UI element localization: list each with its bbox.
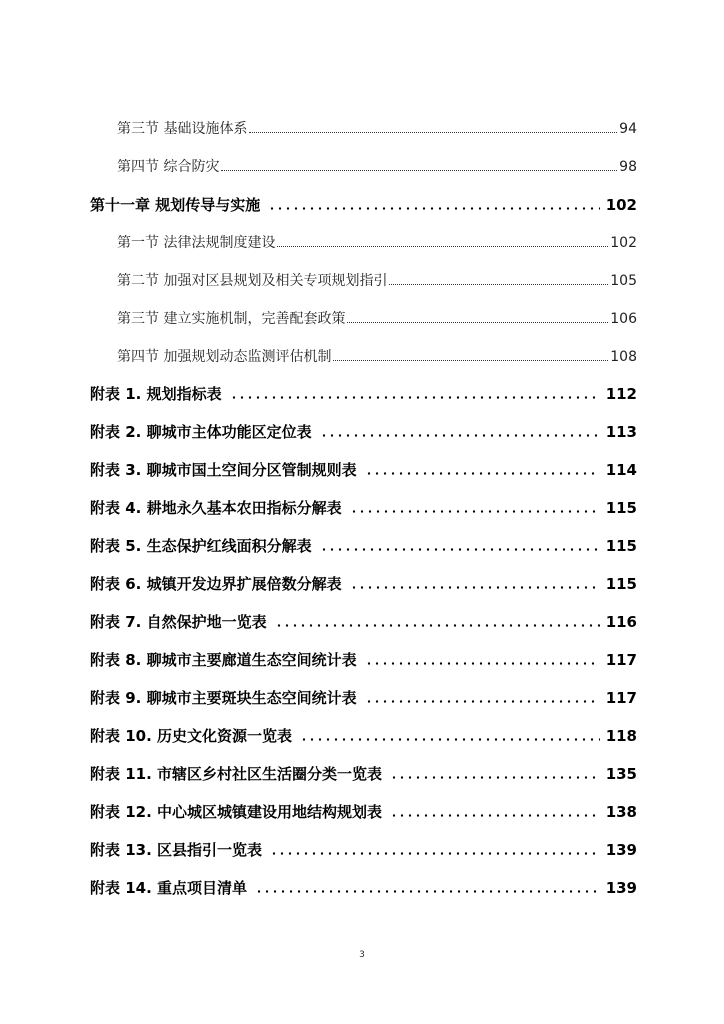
toc-entry-label: 附表 10. 历史文化资源一览表 — [90, 727, 293, 745]
toc-entry-appendix[interactable] — [90, 881, 637, 896]
toc-entry-page: 135 — [605, 765, 637, 783]
toc-entry-label: 附表 14. 重点项目清单 — [90, 879, 248, 897]
toc-leader-dots — [365, 472, 600, 475]
toc-entry[interactable] — [117, 236, 637, 250]
toc-leader-dots — [320, 434, 600, 437]
toc-entry-page: 105 — [610, 273, 637, 289]
toc-entry-page: 98 — [619, 159, 637, 175]
toc-entry-label: 第三节 建立实施机制，完善配套政策 — [117, 311, 346, 327]
toc-entry-appendix[interactable] — [90, 501, 637, 516]
toc-entry-label: 附表 1. 规划指标表 — [90, 385, 222, 403]
toc-entry-label: 附表 11. 市辖区乡村社区生活圈分类一览表 — [90, 765, 383, 783]
toc-entry-appendix[interactable] — [90, 805, 637, 820]
toc-leader-dots — [365, 700, 600, 703]
toc-entry-page: 118 — [605, 727, 637, 745]
toc-entry-page: 102 — [610, 235, 637, 251]
toc-leader-dots — [390, 776, 600, 779]
page-number: 3 — [359, 950, 365, 960]
toc-entry[interactable] — [117, 350, 637, 364]
toc-entry-label: 附表 8. 聊城市主要廊道生态空间统计表 — [90, 651, 357, 669]
toc-entry-label: 第一节 法律法规制度建设 — [117, 235, 276, 251]
toc-entry[interactable] — [117, 312, 637, 326]
toc-leader-dots — [390, 814, 600, 817]
toc-leader-dots — [268, 207, 599, 210]
toc-leader-dots — [320, 548, 600, 551]
toc-entry-page: 108 — [610, 349, 637, 365]
toc-entry-appendix[interactable] — [90, 729, 637, 744]
toc-entry-page: 117 — [605, 689, 637, 707]
toc-entry-page: 102 — [605, 196, 637, 214]
toc-entry-page: 112 — [605, 385, 637, 403]
toc-entry-page: 117 — [605, 651, 637, 669]
toc-entry-page: 115 — [605, 537, 637, 555]
toc-entry-label: 附表 9. 聊城市主要斑块生态空间统计表 — [90, 689, 357, 707]
toc-entry-label: 附表 13. 区县指引一览表 — [90, 841, 263, 859]
toc-entry-label: 附表 7. 自然保护地一览表 — [90, 613, 267, 631]
toc-entry-page: 116 — [605, 613, 637, 631]
toc-entry-label: 附表 12. 中心城区城镇建设用地结构规划表 — [90, 803, 383, 821]
toc-entry-label: 附表 6. 城镇开发边界扩展倍数分解表 — [90, 575, 342, 593]
toc-entry-appendix[interactable] — [90, 425, 637, 440]
toc-leader-dots — [221, 169, 617, 171]
toc-entry-appendix[interactable] — [90, 767, 637, 782]
toc-entry-page: 138 — [605, 803, 637, 821]
toc-entry-page: 94 — [619, 121, 637, 137]
toc-entry-appendix[interactable] — [90, 387, 637, 402]
toc-entry-page: 115 — [605, 575, 637, 593]
toc-entry-page: 113 — [605, 423, 637, 441]
toc-leader-dots — [300, 738, 600, 741]
toc-entry-appendix[interactable] — [90, 653, 637, 668]
toc-entry[interactable] — [117, 274, 637, 288]
toc-leader-dots — [277, 245, 608, 247]
toc-leader-dots — [350, 510, 600, 513]
toc-leader-dots — [347, 321, 608, 323]
toc-entry-chapter[interactable] — [90, 198, 637, 213]
toc-entry-page: 139 — [605, 841, 637, 859]
toc-entry-label: 附表 3. 聊城市国土空间分区管制规则表 — [90, 461, 357, 479]
toc-entry-label: 第十一章 规划传导与实施 — [90, 196, 261, 214]
toc-entry[interactable] — [117, 122, 637, 136]
toc-entry-page: 106 — [610, 311, 637, 327]
toc-entry-appendix[interactable] — [90, 843, 637, 858]
toc-leader-dots — [249, 131, 617, 133]
toc-entry-label: 附表 2. 聊城市主体功能区定位表 — [90, 423, 312, 441]
toc-entry-label: 附表 4. 耕地永久基本农田指标分解表 — [90, 499, 342, 517]
toc-entry-appendix[interactable] — [90, 539, 637, 554]
toc-entry-label: 第三节 基础设施体系 — [117, 121, 248, 137]
toc-leader-dots — [230, 396, 600, 399]
toc-entry-appendix[interactable] — [90, 615, 637, 630]
toc-entry-label: 第二节 加强对区县规划及相关专项规划指引 — [117, 273, 388, 289]
toc-leader-dots — [255, 890, 600, 893]
toc-leader-dots — [270, 852, 600, 855]
toc-leader-dots — [350, 586, 600, 589]
toc-entry-appendix[interactable] — [90, 577, 637, 592]
toc-entry-page: 139 — [605, 879, 637, 897]
toc-leader-dots — [275, 624, 600, 627]
toc-entry-label: 附表 5. 生态保护红线面积分解表 — [90, 537, 312, 555]
toc-entry-page: 114 — [605, 461, 637, 479]
toc-entry[interactable] — [117, 160, 637, 174]
toc-leader-dots — [365, 662, 600, 665]
toc-entry-label: 第四节 综合防灾 — [117, 159, 220, 175]
toc-leader-dots — [333, 359, 608, 361]
toc-entry-label: 第四节 加强规划动态监测评估机制 — [117, 349, 332, 365]
toc-entry-page: 115 — [605, 499, 637, 517]
toc-entry-appendix[interactable] — [90, 691, 637, 706]
toc-entry-appendix[interactable] — [90, 463, 637, 478]
toc-leader-dots — [389, 283, 608, 285]
